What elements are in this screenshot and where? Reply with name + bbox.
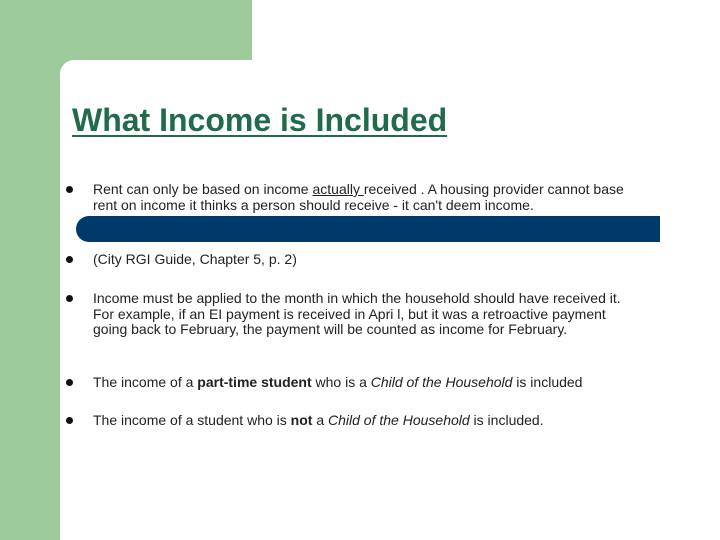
slide-title: What Income is Included <box>72 102 448 138</box>
bullet-text <box>93 375 693 391</box>
bold-text-run: part-time student <box>197 374 312 390</box>
bullet-text-run: The income of a <box>93 374 198 390</box>
bullet-text-run: is included. <box>469 412 544 428</box>
bullet-text-run: who is a <box>311 374 371 390</box>
title-divider-bar <box>76 216 660 242</box>
bold-text-run: not <box>290 412 313 428</box>
bullet-dot-icon <box>66 417 73 424</box>
bullet-text <box>93 413 693 429</box>
bullet-text-run: (City RGI Guide, Chapter 5, p. 2) <box>93 251 297 267</box>
bullet-text <box>93 252 638 268</box>
bullet-dot-icon <box>66 295 73 302</box>
italic-text-run: Child of the Household <box>370 374 513 390</box>
bullet-text-run: Rent can only be based on income <box>93 181 313 197</box>
bullet-text <box>93 291 638 338</box>
bullet-dot-icon <box>66 256 73 263</box>
bullet-text-run: The income of a student who is <box>93 412 291 428</box>
bullet-text-run: received . A housing provider cannot base rent on income it thinks a person should receive - it can't deem income. <box>93 181 624 213</box>
underlined-text-run: actually <box>312 181 364 197</box>
bullet-dot-icon <box>66 379 73 386</box>
bullet-text-run: a <box>312 412 329 428</box>
bullet-dot-icon <box>66 186 73 193</box>
italic-text-run: Child of the Household <box>328 412 470 428</box>
bullet-text-run: Income must be applied to the month in which the household should have received it. For example, if an EI payment is received in Apri l, but it was a retroactive payment going back to February, the payment will be counted as income for February. <box>93 290 621 337</box>
bullet-text-run: is included <box>512 374 583 390</box>
bullet-text <box>93 182 638 213</box>
